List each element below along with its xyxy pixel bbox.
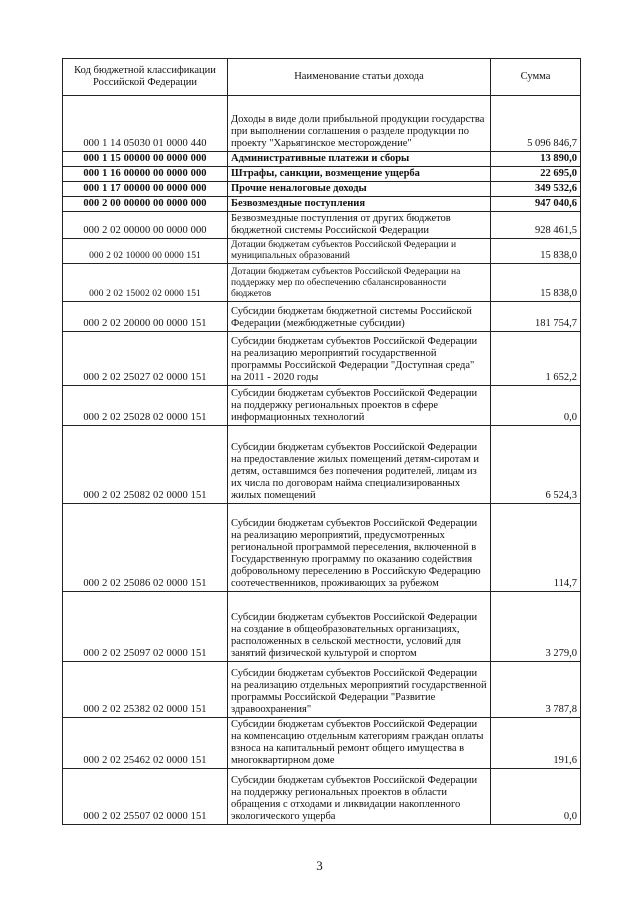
- table-row: [63, 426, 581, 504]
- code-cell: 000 2 02 10000 00 0000 151: [63, 239, 228, 264]
- code-cell: 000 1 15 00000 00 0000 000: [63, 152, 228, 167]
- code-cell: 000 1 14 05030 01 0000 440: [63, 96, 228, 152]
- sum-cell: 3 279,0: [491, 592, 581, 662]
- table-row: [63, 302, 581, 332]
- table-row: [63, 182, 581, 197]
- name-cell: Субсидии бюджетам субъектов Российской Федерации на компенсацию отдельным категориям граждан оплаты взноса на капитальный ремонт общего имущества в многоквартирном доме: [228, 718, 491, 769]
- name-cell: Прочие неналоговые доходы: [228, 182, 491, 197]
- table-row: [63, 152, 581, 167]
- sum-cell: 0,0: [491, 769, 581, 825]
- code-cell: 000 2 00 00000 00 0000 000: [63, 197, 228, 212]
- code-cell: 000 2 02 25086 02 0000 151: [63, 504, 228, 592]
- table-row: [63, 718, 581, 769]
- name-cell: Штрафы, санкции, возмещение ущерба: [228, 167, 491, 182]
- name-cell: Административные платежи и сборы: [228, 152, 491, 167]
- name-cell: Субсидии бюджетам бюджетной системы Российской Федерации (межбюджетные субсидии): [228, 302, 491, 332]
- sum-cell: 0,0: [491, 386, 581, 426]
- name-cell: Дотации бюджетам субъектов Российской Федерации на поддержку мер по обеспечению сбалансированности бюджетов: [228, 264, 491, 302]
- code-cell: 000 2 02 25082 02 0000 151: [63, 426, 228, 504]
- sum-cell: 15 838,0: [491, 239, 581, 264]
- name-cell: Субсидии бюджетам субъектов Российской Федерации на создание в общеобразовательных организациях, расположенных в сельской местности, условий для занятий физической культурой и спортом: [228, 592, 491, 662]
- name-cell: Субсидии бюджетам субъектов Российской Федерации на предоставление жилых помещений детям-сиротам и детям, оставшимся без попечения родителей, лицам из их числа по договорам найма специализированных жилых помещений: [228, 426, 491, 504]
- table-header-row: [63, 59, 581, 96]
- sum-cell: 349 532,6: [491, 182, 581, 197]
- sum-cell: 181 754,7: [491, 302, 581, 332]
- sum-cell: 15 838,0: [491, 264, 581, 302]
- table-row: [63, 239, 581, 264]
- sum-cell: 928 461,5: [491, 212, 581, 239]
- code-cell: 000 2 02 15002 02 0000 151: [63, 264, 228, 302]
- table-row: [63, 212, 581, 239]
- code-cell: 000 1 17 00000 00 0000 000: [63, 182, 228, 197]
- table-body: [63, 96, 581, 825]
- header-sum: Сумма: [491, 59, 581, 96]
- name-cell: Безвозмездные поступления: [228, 197, 491, 212]
- code-cell: 000 2 02 25027 02 0000 151: [63, 332, 228, 386]
- code-cell: 000 2 02 25382 02 0000 151: [63, 662, 228, 718]
- name-cell: Субсидии бюджетам субъектов Российской Федерации на реализацию отдельных мероприятий государственной программы Российской Федерации "Развитие здравоохранения": [228, 662, 491, 718]
- sum-cell: 947 040,6: [491, 197, 581, 212]
- sum-cell: 6 524,3: [491, 426, 581, 504]
- page-number: 3: [316, 858, 323, 873]
- table-row: [63, 167, 581, 182]
- table-row: [63, 592, 581, 662]
- code-cell: 000 2 02 25507 02 0000 151: [63, 769, 228, 825]
- code-cell: 000 1 16 00000 00 0000 000: [63, 167, 228, 182]
- table-row: [63, 386, 581, 426]
- table-row: [63, 504, 581, 592]
- table-row: [63, 264, 581, 302]
- name-cell: Доходы в виде доли прибыльной продукции государства при выполнении соглашения о разделе продукции по проекту "Харьягинское месторождение": [228, 96, 491, 152]
- name-cell: Субсидии бюджетам субъектов Российской Федерации на реализацию мероприятий, предусмотренных региональной программой переселения, включенной в Государственную программу по оказанию содействия добровольному переселению в Российскую Федерацию соотечественников, проживающих за рубежом: [228, 504, 491, 592]
- name-cell: Субсидии бюджетам субъектов Российской Федерации на поддержку региональных проектов в области обращения с отходами и ликвидации накопленного экологического ущерба: [228, 769, 491, 825]
- name-cell: Субсидии бюджетам субъектов Российской Федерации на реализацию мероприятий государственной программы Российской Федерации "Доступная среда" на 2011 - 2020 годы: [228, 332, 491, 386]
- header-code: Код бюджетной классификации Российской Федерации: [63, 59, 228, 96]
- budget-revenue-table: [62, 58, 581, 825]
- sum-cell: 22 695,0: [491, 167, 581, 182]
- table-row: [63, 332, 581, 386]
- name-cell: Дотации бюджетам субъектов Российской Федерации и муниципальных образований: [228, 239, 491, 264]
- sum-cell: 114,7: [491, 504, 581, 592]
- table-row: [63, 197, 581, 212]
- table-row: [63, 662, 581, 718]
- sum-cell: 1 652,2: [491, 332, 581, 386]
- sum-cell: 191,6: [491, 718, 581, 769]
- code-cell: 000 2 02 25028 02 0000 151: [63, 386, 228, 426]
- code-cell: 000 2 02 20000 00 0000 151: [63, 302, 228, 332]
- code-cell: 000 2 02 25097 02 0000 151: [63, 592, 228, 662]
- table-row: [63, 96, 581, 152]
- header-name: Наименование статьи дохода: [228, 59, 491, 96]
- sum-cell: 5 096 846,7: [491, 96, 581, 152]
- table-row: [63, 769, 581, 825]
- sum-cell: 13 890,0: [491, 152, 581, 167]
- sum-cell: 3 787,8: [491, 662, 581, 718]
- code-cell: 000 2 02 00000 00 0000 000: [63, 212, 228, 239]
- name-cell: Безвозмездные поступления от других бюджетов бюджетной системы Российской Федерации: [228, 212, 491, 239]
- code-cell: 000 2 02 25462 02 0000 151: [63, 718, 228, 769]
- name-cell: Субсидии бюджетам субъектов Российской Федерации на поддержку региональных проектов в сфере информационных технологий: [228, 386, 491, 426]
